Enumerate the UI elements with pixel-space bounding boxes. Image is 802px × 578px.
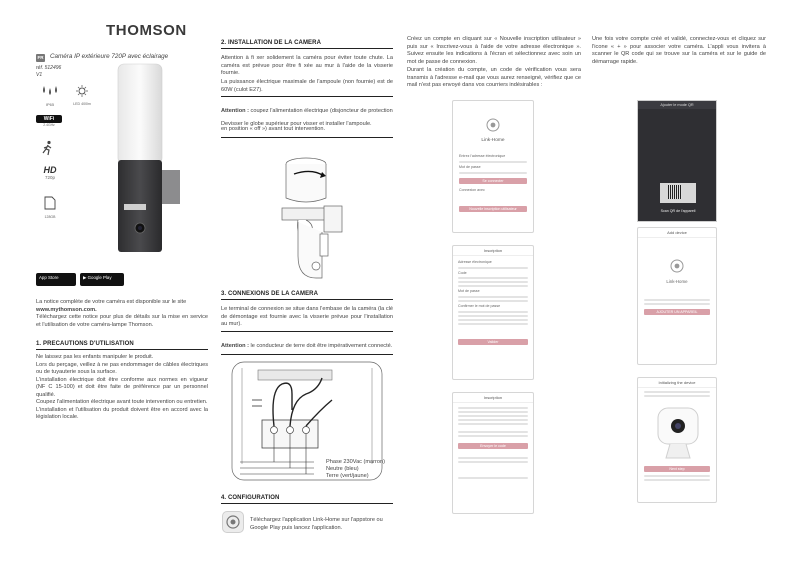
section2-p2: La puissance électrique maximale de l'ampoule (non fournie) est de 60W (culot E27). (221, 79, 393, 93)
section1-rule (36, 349, 208, 350)
wire-label-earth: Terre (vert/jaune) (326, 473, 369, 479)
screenshot-add-device: Add device Link-Home AJOUTER UN APPAREIL (637, 227, 717, 365)
section3-p1: Le terminal de connexion se situe dans l'embase de la caméra (la clé de démontage est fournie avec la visserie prévue pour l'installation au mur). (221, 306, 393, 328)
section2-rule (221, 48, 393, 49)
screenshot-register: Inscription Adresse électronique Code Mot de passe Confirmer le mot de passe Valider (452, 245, 534, 380)
register-button[interactable]: Nouvelle inscription utilisateur (459, 206, 527, 212)
lumens-icon: LED 400lm (68, 84, 96, 104)
section2-p1: Attention à fi xer solidement la caméra pour éviter toute chute. La caméra est prévue pour être fi xée au mur à l'aide de la visserie fournie. (221, 55, 393, 77)
section2-title: 2. INSTALLATION DE LA CAMERA (221, 40, 322, 46)
section3-warning: Attention : le conducteur de terre doit être impérativement connecté. (221, 331, 393, 355)
next-step-button[interactable]: Next step (644, 466, 710, 472)
section3-rule (221, 299, 393, 300)
add-device-button[interactable]: AJOUTER UN APPAREIL (644, 309, 710, 315)
section4-text: Téléchargez l'application Link-Home sur l'appstore ou Google Play puis lancez l'application. (250, 517, 383, 531)
section4-rule (221, 503, 393, 504)
intro-text: La notice complète de votre caméra est disponible sur le site www.mythomson.com. Téléchargez cette notice pour plus de détails sur la mise en service et l'utilisation de votre caméra-lampe Thomson. (36, 299, 208, 328)
brand-logo: THOMSON (106, 22, 187, 39)
product-ref: réf. 512496 (36, 65, 62, 71)
col3-p2: Durant la création du compte, un code de vérification vous sera transmis à l'adresse e-mail que vous aurez renseigné, vérifiez que ce mail n'est pas envoyé dans vos courriers indésirables : (407, 67, 581, 89)
section2-p3: Devisser le globe supérieur pour visser et installer l'ampoule. (221, 121, 372, 127)
login-button[interactable]: Se connecter (459, 178, 527, 184)
product-version: V1 (36, 72, 43, 78)
wire-label-neutral: Neutre (bleu) (326, 466, 359, 472)
hd-icon: HD 720p (43, 165, 57, 180)
google-play-icon: ▶ (83, 275, 88, 280)
screenshot-login: Link-Home Entrez l'adresse électronique Mot de passe Se connecter Connexion avec Nouvelle inscription utilisateur (452, 100, 534, 233)
app-logo-icon (669, 258, 685, 274)
ip-rating-icon: IP65 (38, 84, 62, 104)
camera-illustration (654, 406, 702, 462)
wire-label-phase: Phase 230Vac (marron) (326, 459, 385, 465)
link-home-app-icon[interactable] (222, 511, 244, 533)
app-logo-icon (485, 117, 501, 133)
col3-p1: Créez un compte en cliquant sur « Nouvelle inscription utilisateur » puis sur « Inscrivez-vous à l'aide de votre adresse électronique ». Suivez ensuite les indications à l'écran et sélectionnez avec soin un mot de passe de connexion. (407, 36, 581, 65)
google-play-badge[interactable]: ▶ Google Play (80, 273, 124, 286)
screenshot-scan: Ajouter le mode QR Scan QR de l'appareil (637, 100, 717, 222)
motion-icon (40, 140, 56, 156)
product-photo (108, 52, 190, 262)
app-store-badge[interactable]: App Store (36, 273, 76, 286)
section4-title: 4. CONFIGURATION (221, 495, 280, 501)
col4-p1: Une fois votre compte créé et validé, connectez-vous et cliquez sur l'icone « + » pour associer votre caméra. L'appli vous invitera à scanner le QR code qui se trouve sur la caméra et sur le guide de démarrage rapide. (592, 36, 766, 65)
product-title: Caméra IP extérieure 720P avec éclairage (50, 53, 169, 60)
website-link[interactable]: www.mythomson.com. (36, 306, 97, 313)
screenshot-verify: Inscription Envoyer le code (452, 392, 534, 514)
language-badge: FR (37, 55, 44, 60)
section1-title: 1. PRECAUTIONS D'UTILISATION (36, 341, 134, 347)
installation-illustration (272, 136, 352, 284)
screenshot-reset: Initializing the device Next step (637, 377, 717, 503)
sd-card-icon: 128GB (42, 196, 58, 218)
section2-warning: Attention : coupez l'alimentation électrique (disjoncteur de protection en position « off ») avant tout intervention. (221, 96, 393, 138)
section3-title: 3. CONNEXIONS DE LA CAMERA (221, 291, 319, 297)
register-submit-button[interactable]: Valider (458, 339, 528, 345)
send-code-button[interactable]: Envoyer le code (458, 443, 528, 449)
wifi-icon: WiFi 2.4GHz (36, 115, 62, 133)
section1-body: Ne laissez pas les enfants manipuler le produit. Lors du perçage, veillez à ne pas endommager de câbles électriques ou de tuyauterie sous la surface. L'installation électrique doit être conforme aux normes en vigueur (NF C 15-100) et doit être faite de préférence par un personnel qualifié. Coupez l'alimentation électrique avant toute intervention ou entretien. L'installation et l'utilisation du produit doivent être en accord avec la législation locale. (36, 354, 208, 421)
